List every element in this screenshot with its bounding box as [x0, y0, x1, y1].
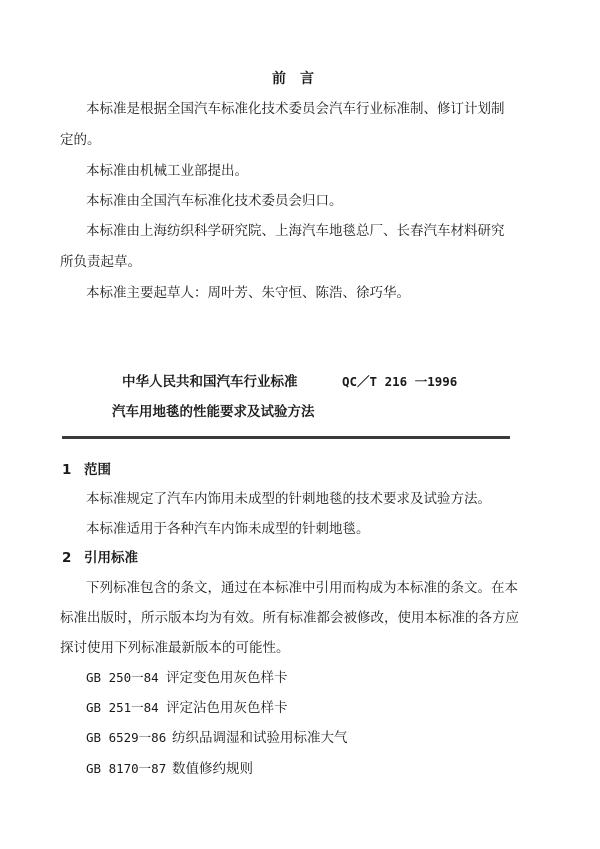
foreword-paragraph: 本标准主要起草人：周叶芳、朱守恒、陈浩、徐巧华。: [86, 285, 410, 301]
foreword-title: 前 言: [272, 71, 314, 87]
section-heading: 引用标准: [84, 550, 138, 566]
reference-code: GB 251一84: [86, 700, 159, 715]
reference-title: 评定沾色用灰色样卡: [166, 700, 288, 716]
foreword-paragraph: 本标准由全国汽车标准化技术委员会归口。: [86, 193, 343, 209]
section-heading-number: 2: [62, 550, 72, 566]
reference-item: [86, 699, 288, 717]
section-heading: 范围: [84, 462, 111, 478]
reference-title: 纺织品调湿和试验用标准大气: [172, 730, 348, 746]
reference-item: [86, 669, 288, 687]
section-heading-number: 1: [62, 462, 72, 478]
foreword-paragraph: 本标准是根据全国汽车标准化技术委员会汽车行业标准制、修订计划制: [86, 101, 505, 117]
reference-item: [86, 760, 253, 778]
reference-title: 评定变色用灰色样卡: [166, 670, 288, 686]
reference-code: GB 250一84: [86, 670, 159, 685]
foreword-paragraph: 本标准由上海纺织科学研究院、上海汽车地毯总厂、长春汽车材料研究: [86, 223, 505, 239]
reference-code: GB 8170一87: [86, 761, 167, 776]
header-divider: [62, 436, 510, 439]
section-paragraph: 标准出版时，所示版本均为有效。所有标准都会被修改，使用本标准的各方应: [60, 610, 519, 626]
foreword-paragraph: 本标准由机械工业部提出。: [86, 163, 248, 179]
reference-title: 数值修约规则: [172, 761, 253, 777]
foreword-paragraph: 所负责起草。: [60, 254, 141, 270]
section-paragraph: 本标准规定了汽车内饰用未成型的针刺地毯的技术要求及试验方法。: [86, 491, 491, 507]
standard-title: 汽车用地毯的性能要求及试验方法: [112, 404, 315, 420]
standard-org: 中华人民共和国汽车行业标准: [122, 374, 298, 390]
section-paragraph: 探讨使用下列标准最新版本的可能性。: [60, 640, 290, 656]
section-paragraph: 下列标准包含的条文，通过在本标准中引用而构成为本标准的条文。在本: [86, 580, 518, 596]
foreword-paragraph: 定的。: [60, 132, 101, 148]
reference-code: GB 6529一86: [86, 730, 167, 745]
standard-code: QC／T 216 一1996: [342, 374, 458, 389]
section-paragraph: 本标准适用于各种汽车内饰未成型的针刺地毯。: [86, 521, 370, 537]
reference-item: [86, 729, 348, 747]
